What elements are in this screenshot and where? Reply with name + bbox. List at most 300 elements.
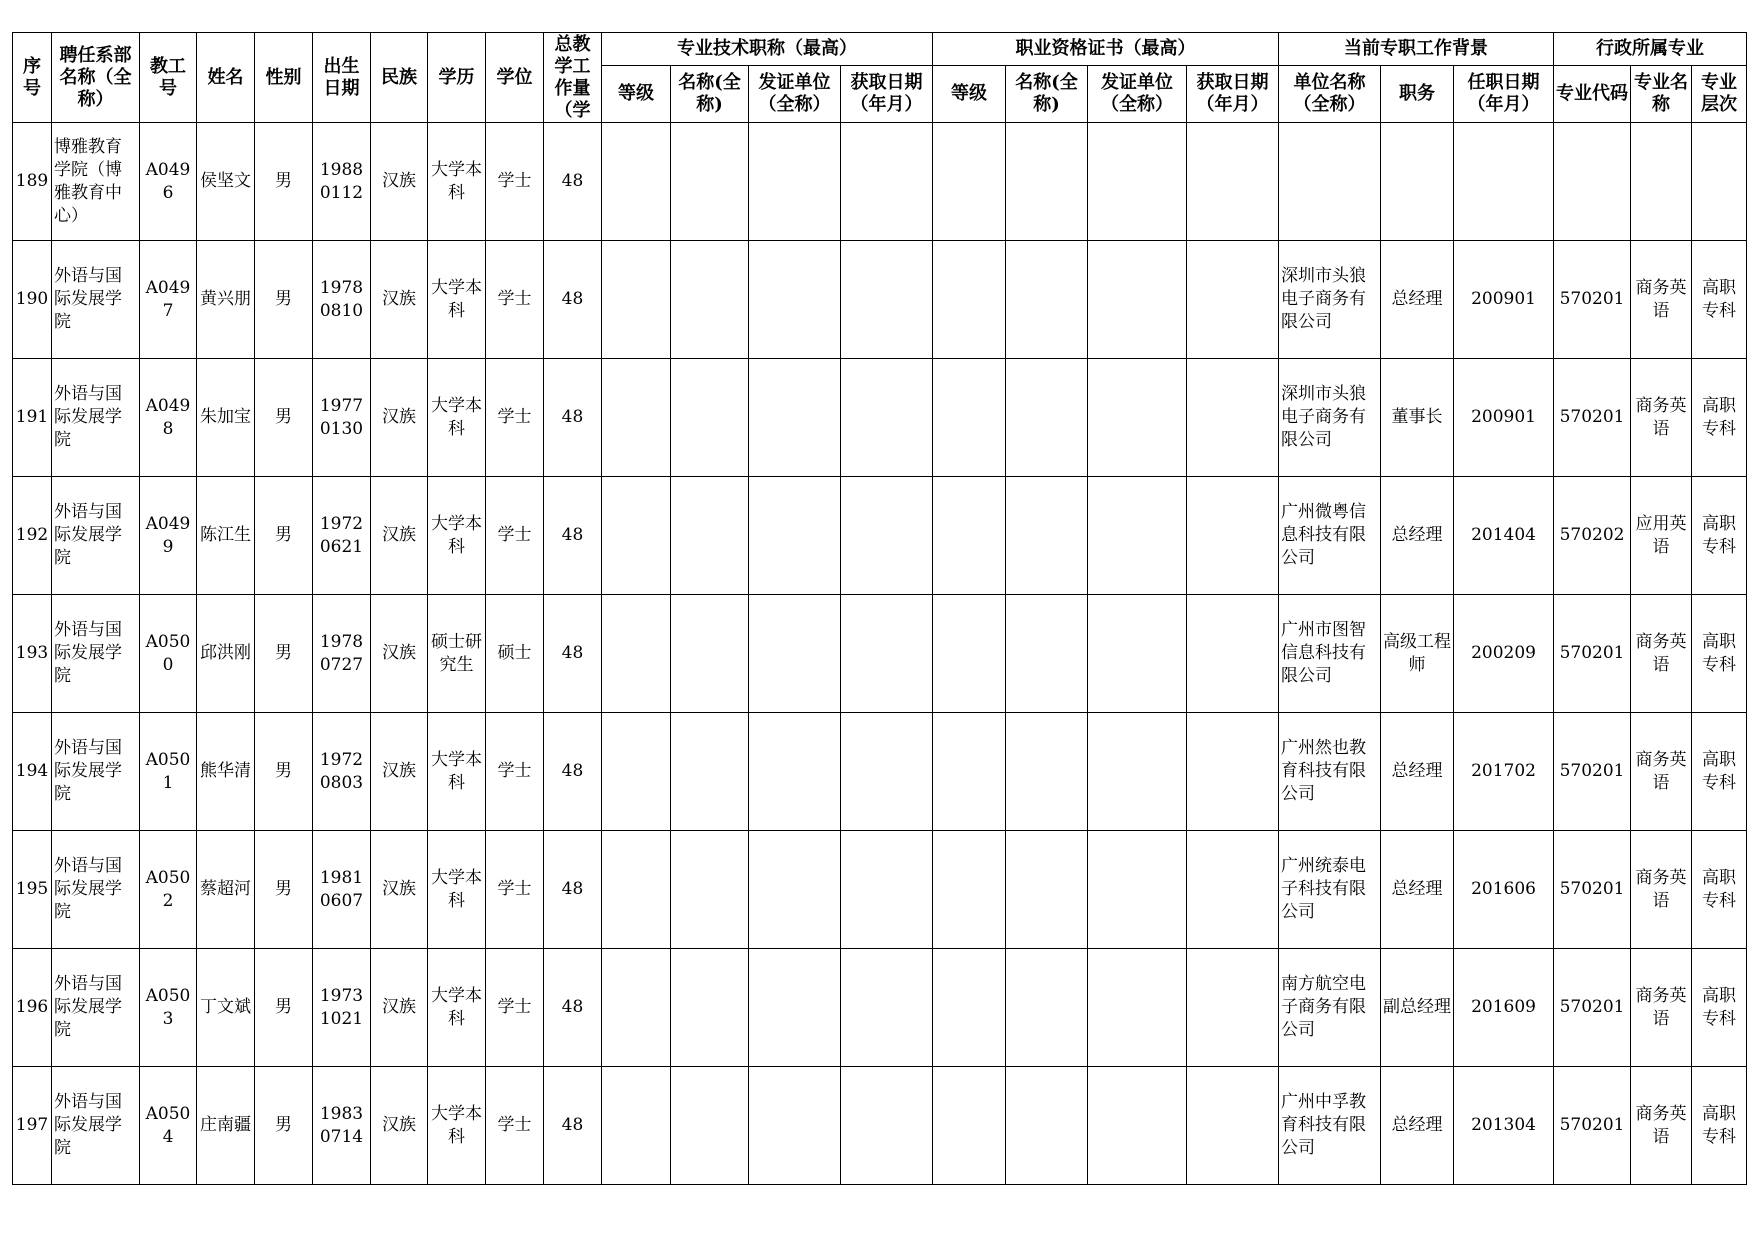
seq-cell bbox=[13, 949, 52, 1067]
seq-cell-text: 192 bbox=[15, 525, 49, 545]
name-cell-text: 熊华清 bbox=[200, 761, 251, 781]
employer-cell-text: 广州市图智信息科技有限公司 bbox=[1281, 620, 1366, 686]
major-code-cell bbox=[1554, 359, 1631, 477]
position-cell-text: 副总经理 bbox=[1383, 997, 1451, 1017]
title-level-cell bbox=[602, 1067, 671, 1185]
title-date-cell bbox=[841, 831, 933, 949]
header-title-date: 获取日期（年月） bbox=[841, 66, 933, 123]
workload-cell bbox=[544, 241, 602, 359]
title-name-cell bbox=[671, 1067, 749, 1185]
major-code-cell-text: 570201 bbox=[1559, 997, 1625, 1017]
degree-cell-text: 学士 bbox=[497, 997, 532, 1017]
position-cell bbox=[1381, 595, 1454, 713]
cert-name-cell bbox=[1006, 949, 1088, 1067]
birth-cell-text: 19731021 bbox=[319, 985, 364, 1029]
cert-name-cell bbox=[1006, 241, 1088, 359]
degree-cell bbox=[486, 241, 544, 359]
staff-id-cell-text: A0498 bbox=[145, 395, 191, 439]
seq-cell bbox=[13, 1067, 52, 1185]
edu-cell bbox=[428, 359, 486, 477]
employer-cell-text: 深圳市头狼电子商务有限公司 bbox=[1281, 384, 1366, 450]
gender-cell bbox=[255, 477, 313, 595]
gender-cell bbox=[255, 949, 313, 1067]
cert-date-cell bbox=[1187, 241, 1279, 359]
degree-cell bbox=[486, 359, 544, 477]
title-date-cell bbox=[841, 713, 933, 831]
table-row bbox=[13, 831, 1747, 949]
title-issuer-cell bbox=[749, 1067, 841, 1185]
gender-cell bbox=[255, 1067, 313, 1185]
title-level-cell bbox=[602, 123, 671, 241]
major-name-cell-text: 商务英语 bbox=[1635, 1103, 1687, 1147]
title-issuer-cell bbox=[749, 595, 841, 713]
title-level-cell bbox=[602, 831, 671, 949]
major-code-cell bbox=[1554, 713, 1631, 831]
title-issuer-cell bbox=[749, 713, 841, 831]
birth-cell-text: 19780810 bbox=[319, 277, 364, 321]
edu-cell bbox=[428, 241, 486, 359]
staff-id-cell-text: A0500 bbox=[145, 631, 191, 675]
workload-cell bbox=[544, 1067, 602, 1185]
edu-cell-text: 大学本科 bbox=[431, 985, 482, 1029]
major-level-cell-text: 高职专科 bbox=[1702, 985, 1737, 1029]
ethnic-cell bbox=[371, 123, 428, 241]
cert-level-cell bbox=[933, 359, 1006, 477]
major-level-cell-text: 高职专科 bbox=[1702, 1103, 1737, 1147]
cert-date-cell bbox=[1187, 1067, 1279, 1185]
workload-cell-text: 48 bbox=[561, 879, 584, 899]
table-row bbox=[13, 477, 1747, 595]
ethnic-cell-text: 汉族 bbox=[382, 289, 416, 309]
staff-id-cell-text: A0496 bbox=[145, 159, 191, 203]
table-row bbox=[13, 1067, 1747, 1185]
edu-cell-text: 大学本科 bbox=[431, 1103, 482, 1147]
staff-id-cell-text: A0499 bbox=[145, 513, 191, 557]
workload-cell bbox=[544, 595, 602, 713]
header-ethnic: 民族 bbox=[371, 33, 428, 123]
seq-cell-text: 196 bbox=[15, 997, 49, 1017]
title-name-cell bbox=[671, 949, 749, 1067]
gender-cell-text: 男 bbox=[275, 407, 292, 427]
workload-cell bbox=[544, 831, 602, 949]
employer-cell bbox=[1279, 359, 1381, 477]
major-name-cell-text: 商务英语 bbox=[1635, 867, 1687, 911]
header-cert-level: 等级 bbox=[933, 66, 1006, 123]
table-header bbox=[13, 33, 1747, 123]
gender-cell-text: 男 bbox=[275, 761, 292, 781]
seq-cell bbox=[13, 123, 52, 241]
position-cell-text: 高级工程师 bbox=[1383, 631, 1451, 675]
degree-cell bbox=[486, 595, 544, 713]
gender-cell bbox=[255, 359, 313, 477]
header-major-level: 专业层次 bbox=[1692, 66, 1747, 123]
title-date-cell bbox=[841, 949, 933, 1067]
position-cell-text: 总经理 bbox=[1391, 525, 1443, 545]
edu-cell-text: 大学本科 bbox=[431, 277, 482, 321]
gender-cell-text: 男 bbox=[275, 879, 292, 899]
major-level-cell-text: 高职专科 bbox=[1702, 513, 1737, 557]
seq-cell-text: 197 bbox=[15, 1115, 49, 1135]
ethnic-cell bbox=[371, 831, 428, 949]
header-group-tech-title: 专业技术职称（最高） bbox=[602, 33, 933, 66]
start-date-cell bbox=[1454, 949, 1554, 1067]
ethnic-cell-text: 汉族 bbox=[382, 1115, 416, 1135]
header-major-name: 专业名称 bbox=[1631, 66, 1692, 123]
major-name-cell bbox=[1631, 123, 1692, 241]
position-cell bbox=[1381, 949, 1454, 1067]
start-date-cell bbox=[1454, 241, 1554, 359]
edu-cell-text: 大学本科 bbox=[431, 749, 482, 793]
start-date-cell-text: 200209 bbox=[1471, 643, 1536, 663]
staff-id-cell-text: A0503 bbox=[145, 985, 191, 1029]
start-date-cell-text: 201702 bbox=[1471, 761, 1536, 781]
employer-cell bbox=[1279, 1067, 1381, 1185]
dept-cell bbox=[52, 949, 140, 1067]
ethnic-cell-text: 汉族 bbox=[382, 407, 416, 427]
title-name-cell bbox=[671, 241, 749, 359]
name-cell-text: 邱洪刚 bbox=[200, 643, 251, 663]
cert-level-cell bbox=[933, 595, 1006, 713]
major-level-cell bbox=[1692, 713, 1747, 831]
title-issuer-cell bbox=[749, 241, 841, 359]
staff-id-cell bbox=[140, 949, 197, 1067]
degree-cell bbox=[486, 713, 544, 831]
workload-cell-text: 48 bbox=[561, 1115, 584, 1135]
title-issuer-cell bbox=[749, 359, 841, 477]
cert-name-cell bbox=[1006, 123, 1088, 241]
cert-name-cell bbox=[1006, 1067, 1088, 1185]
title-name-cell bbox=[671, 477, 749, 595]
cert-date-cell bbox=[1187, 595, 1279, 713]
cert-name-cell bbox=[1006, 477, 1088, 595]
gender-cell bbox=[255, 123, 313, 241]
start-date-cell bbox=[1454, 359, 1554, 477]
major-level-cell-text: 高职专科 bbox=[1702, 867, 1737, 911]
name-cell-text: 蔡超河 bbox=[200, 879, 251, 899]
cert-level-cell bbox=[933, 123, 1006, 241]
workload-cell-text: 48 bbox=[561, 289, 584, 309]
cert-level-cell bbox=[933, 1067, 1006, 1185]
title-issuer-cell bbox=[749, 477, 841, 595]
start-date-cell-text: 201304 bbox=[1471, 1115, 1536, 1135]
edu-cell-text: 大学本科 bbox=[431, 395, 482, 439]
major-level-cell bbox=[1692, 1067, 1747, 1185]
staff-id-cell-text: A0501 bbox=[145, 749, 191, 793]
name-cell-text: 陈江生 bbox=[200, 525, 251, 545]
dept-cell-text: 博雅教育学院（博雅教育中心） bbox=[54, 136, 122, 226]
edu-cell-text: 大学本科 bbox=[431, 513, 482, 557]
gender-cell-text: 男 bbox=[275, 289, 292, 309]
cert-date-cell bbox=[1187, 713, 1279, 831]
ethnic-cell bbox=[371, 241, 428, 359]
position-cell-text: 总经理 bbox=[1391, 289, 1443, 309]
degree-cell-text: 学士 bbox=[497, 289, 532, 309]
birth-cell-text: 19780727 bbox=[319, 631, 364, 675]
workload-cell bbox=[544, 949, 602, 1067]
major-name-cell-text: 商务英语 bbox=[1635, 277, 1687, 321]
workload-cell bbox=[544, 123, 602, 241]
major-level-cell bbox=[1692, 831, 1747, 949]
position-cell-text: 总经理 bbox=[1391, 761, 1443, 781]
title-date-cell bbox=[841, 1067, 933, 1185]
table-row bbox=[13, 123, 1747, 241]
employer-cell-text: 广州然也教育科技有限公司 bbox=[1281, 738, 1366, 804]
edu-cell bbox=[428, 123, 486, 241]
name-cell-text: 丁文斌 bbox=[200, 997, 251, 1017]
title-date-cell bbox=[841, 477, 933, 595]
dept-cell-text: 外语与国际发展学院 bbox=[54, 502, 122, 568]
gender-cell-text: 男 bbox=[275, 525, 292, 545]
employer-cell-text: 广州微粤信息科技有限公司 bbox=[1281, 502, 1366, 568]
birth-cell bbox=[313, 713, 371, 831]
seq-cell-text: 189 bbox=[15, 171, 49, 191]
major-code-cell-text: 570202 bbox=[1559, 525, 1625, 545]
title-name-cell bbox=[671, 123, 749, 241]
start-date-cell bbox=[1454, 595, 1554, 713]
name-cell-text: 黄兴朋 bbox=[200, 289, 251, 309]
birth-cell bbox=[313, 595, 371, 713]
major-name-cell bbox=[1631, 595, 1692, 713]
edu-cell bbox=[428, 831, 486, 949]
cert-issuer-cell bbox=[1088, 241, 1187, 359]
ethnic-cell bbox=[371, 713, 428, 831]
staff-table bbox=[12, 32, 1747, 1185]
title-issuer-cell bbox=[749, 123, 841, 241]
cert-date-cell bbox=[1187, 831, 1279, 949]
staff-id-cell bbox=[140, 123, 197, 241]
workload-cell-text: 48 bbox=[561, 643, 584, 663]
degree-cell bbox=[486, 831, 544, 949]
ethnic-cell-text: 汉族 bbox=[382, 997, 416, 1017]
name-cell bbox=[197, 595, 255, 713]
cert-date-cell bbox=[1187, 123, 1279, 241]
dept-cell-text: 外语与国际发展学院 bbox=[54, 974, 122, 1040]
seq-cell bbox=[13, 595, 52, 713]
employer-cell bbox=[1279, 713, 1381, 831]
header-group-qualification: 职业资格证书（最高） bbox=[933, 33, 1279, 66]
start-date-cell-text: 201404 bbox=[1471, 525, 1536, 545]
title-date-cell bbox=[841, 241, 933, 359]
dept-cell bbox=[52, 713, 140, 831]
cert-issuer-cell bbox=[1088, 713, 1187, 831]
start-date-cell bbox=[1454, 477, 1554, 595]
cert-level-cell bbox=[933, 831, 1006, 949]
start-date-cell-text: 201606 bbox=[1471, 879, 1536, 899]
dept-cell-text: 外语与国际发展学院 bbox=[54, 384, 122, 450]
dept-cell-text: 外语与国际发展学院 bbox=[54, 1092, 122, 1158]
ethnic-cell bbox=[371, 359, 428, 477]
dept-cell bbox=[52, 1067, 140, 1185]
position-cell bbox=[1381, 241, 1454, 359]
degree-cell-text: 学士 bbox=[497, 1115, 532, 1135]
dept-cell bbox=[52, 831, 140, 949]
cert-name-cell bbox=[1006, 713, 1088, 831]
edu-cell bbox=[428, 1067, 486, 1185]
header-degree: 学位 bbox=[486, 33, 544, 123]
edu-cell-text: 大学本科 bbox=[431, 159, 482, 203]
staff-id-cell bbox=[140, 359, 197, 477]
birth-cell-text: 19770130 bbox=[319, 395, 364, 439]
major-name-cell bbox=[1631, 949, 1692, 1067]
employer-cell bbox=[1279, 241, 1381, 359]
gender-cell-text: 男 bbox=[275, 171, 292, 191]
header-staff-id: 教工号 bbox=[140, 33, 197, 123]
name-cell bbox=[197, 949, 255, 1067]
major-level-cell-text: 高职专科 bbox=[1702, 631, 1737, 675]
major-code-cell-text: 570201 bbox=[1559, 643, 1625, 663]
birth-cell-text: 19720803 bbox=[319, 749, 364, 793]
employer-cell-text: 南方航空电子商务有限公司 bbox=[1281, 974, 1366, 1040]
name-cell bbox=[197, 241, 255, 359]
name-cell bbox=[197, 1067, 255, 1185]
employer-cell-text: 广州统泰电子科技有限公司 bbox=[1281, 856, 1366, 922]
gender-cell-text: 男 bbox=[275, 1115, 292, 1135]
header-cert-date: 获取日期（年月） bbox=[1187, 66, 1279, 123]
major-level-cell bbox=[1692, 949, 1747, 1067]
header-gender: 性别 bbox=[255, 33, 313, 123]
ethnic-cell bbox=[371, 477, 428, 595]
staff-id-cell-text: A0504 bbox=[145, 1103, 191, 1147]
edu-cell bbox=[428, 949, 486, 1067]
header-title-issuer: 发证单位（全称） bbox=[749, 66, 841, 123]
degree-cell bbox=[486, 1067, 544, 1185]
birth-cell bbox=[313, 949, 371, 1067]
position-cell bbox=[1381, 831, 1454, 949]
position-cell bbox=[1381, 477, 1454, 595]
dept-cell bbox=[52, 477, 140, 595]
cert-issuer-cell bbox=[1088, 949, 1187, 1067]
start-date-cell-text: 200901 bbox=[1471, 407, 1536, 427]
start-date-cell bbox=[1454, 123, 1554, 241]
major-level-cell-text: 高职专科 bbox=[1702, 277, 1737, 321]
employer-cell bbox=[1279, 595, 1381, 713]
cert-name-cell bbox=[1006, 595, 1088, 713]
seq-cell bbox=[13, 831, 52, 949]
name-cell bbox=[197, 359, 255, 477]
cert-level-cell bbox=[933, 949, 1006, 1067]
title-name-cell bbox=[671, 831, 749, 949]
table-row bbox=[13, 359, 1747, 477]
birth-cell bbox=[313, 241, 371, 359]
table-row bbox=[13, 949, 1747, 1067]
name-cell-text: 朱加宝 bbox=[200, 407, 251, 427]
workload-cell bbox=[544, 477, 602, 595]
major-code-cell bbox=[1554, 831, 1631, 949]
seq-cell-text: 195 bbox=[15, 879, 49, 899]
header-edu: 学历 bbox=[428, 33, 486, 123]
dept-cell-text: 外语与国际发展学院 bbox=[54, 738, 122, 804]
major-code-cell-text: 570201 bbox=[1559, 407, 1625, 427]
seq-cell bbox=[13, 241, 52, 359]
major-code-cell bbox=[1554, 123, 1631, 241]
header-position: 职务 bbox=[1381, 66, 1454, 123]
gender-cell bbox=[255, 713, 313, 831]
degree-cell bbox=[486, 123, 544, 241]
position-cell-text: 董事长 bbox=[1391, 407, 1443, 427]
name-cell bbox=[197, 477, 255, 595]
cert-date-cell bbox=[1187, 477, 1279, 595]
cert-name-cell bbox=[1006, 831, 1088, 949]
title-issuer-cell bbox=[749, 831, 841, 949]
table-row bbox=[13, 241, 1747, 359]
major-code-cell-text: 570201 bbox=[1559, 1115, 1625, 1135]
staff-id-cell bbox=[140, 477, 197, 595]
degree-cell-text: 硕士 bbox=[497, 643, 532, 663]
workload-cell-text: 48 bbox=[561, 171, 584, 191]
cert-level-cell bbox=[933, 713, 1006, 831]
major-code-cell bbox=[1554, 595, 1631, 713]
degree-cell-text: 学士 bbox=[497, 407, 532, 427]
cert-issuer-cell bbox=[1088, 595, 1187, 713]
cert-issuer-cell bbox=[1088, 1067, 1187, 1185]
employer-cell bbox=[1279, 123, 1381, 241]
edu-cell bbox=[428, 713, 486, 831]
title-level-cell bbox=[602, 477, 671, 595]
employer-cell-text: 广州中孚教育科技有限公司 bbox=[1281, 1092, 1366, 1158]
degree-cell-text: 学士 bbox=[497, 761, 532, 781]
gender-cell bbox=[255, 831, 313, 949]
title-level-cell bbox=[602, 241, 671, 359]
birth-cell bbox=[313, 1067, 371, 1185]
dept-cell bbox=[52, 595, 140, 713]
start-date-cell bbox=[1454, 713, 1554, 831]
major-name-cell bbox=[1631, 359, 1692, 477]
header-cert-name: 名称(全称) bbox=[1006, 66, 1088, 123]
major-name-cell-text: 商务英语 bbox=[1635, 395, 1687, 439]
edu-cell bbox=[428, 477, 486, 595]
title-date-cell bbox=[841, 123, 933, 241]
major-level-cell bbox=[1692, 241, 1747, 359]
seq-cell-text: 190 bbox=[15, 289, 49, 309]
cert-name-cell bbox=[1006, 359, 1088, 477]
degree-cell-text: 学士 bbox=[497, 525, 532, 545]
position-cell-text: 总经理 bbox=[1391, 879, 1443, 899]
major-name-cell bbox=[1631, 241, 1692, 359]
title-name-cell bbox=[671, 359, 749, 477]
cert-issuer-cell bbox=[1088, 123, 1187, 241]
header-dept: 聘任系部名称（全称） bbox=[52, 33, 140, 123]
workload-cell-text: 48 bbox=[561, 525, 584, 545]
birth-cell bbox=[313, 831, 371, 949]
seq-cell-text: 193 bbox=[15, 643, 49, 663]
ethnic-cell bbox=[371, 1067, 428, 1185]
table-body bbox=[13, 123, 1747, 1185]
cert-level-cell bbox=[933, 241, 1006, 359]
position-cell-text: 总经理 bbox=[1391, 1115, 1443, 1135]
employer-cell-text: 深圳市头狼电子商务有限公司 bbox=[1281, 266, 1366, 332]
title-date-cell bbox=[841, 595, 933, 713]
title-name-cell bbox=[671, 595, 749, 713]
header-major-code: 专业代码 bbox=[1554, 66, 1631, 123]
cert-date-cell bbox=[1187, 949, 1279, 1067]
title-date-cell bbox=[841, 359, 933, 477]
gender-cell-text: 男 bbox=[275, 643, 292, 663]
degree-cell-text: 学士 bbox=[497, 171, 532, 191]
employer-cell bbox=[1279, 949, 1381, 1067]
dept-cell bbox=[52, 123, 140, 241]
major-code-cell bbox=[1554, 241, 1631, 359]
start-date-cell bbox=[1454, 831, 1554, 949]
header-birth: 出生日期 bbox=[313, 33, 371, 123]
birth-cell-text: 19880112 bbox=[319, 159, 364, 203]
name-cell bbox=[197, 831, 255, 949]
major-name-cell bbox=[1631, 1067, 1692, 1185]
title-level-cell bbox=[602, 949, 671, 1067]
ethnic-cell-text: 汉族 bbox=[382, 761, 416, 781]
name-cell-text: 侯坚文 bbox=[200, 171, 251, 191]
header-workload: 总教学工作量（学 bbox=[544, 33, 602, 123]
header-row-top bbox=[13, 33, 1747, 66]
